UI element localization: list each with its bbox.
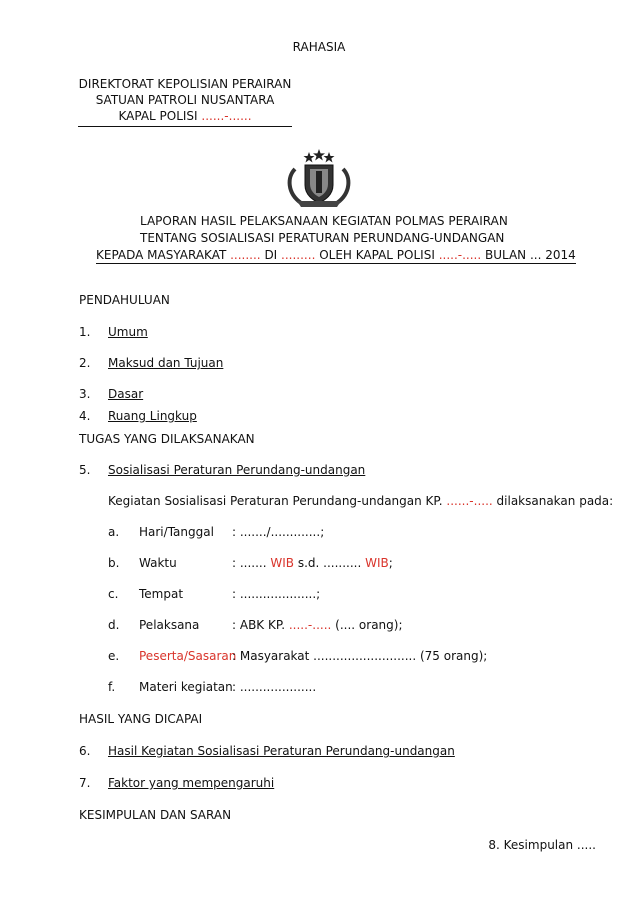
star-icon: [324, 152, 335, 163]
item-number: 4.: [79, 409, 91, 423]
star-icon: [313, 149, 325, 161]
title-line2: TENTANG SOSIALISASI PERATURAN PERUNDANG-UNDANGAN: [140, 231, 505, 245]
item-number: 1.: [79, 325, 91, 339]
detail-value-pelaksana: [232, 618, 403, 632]
title-line3-b: ........: [230, 248, 261, 262]
header-divider: [78, 126, 292, 127]
detail-key-hari: Hari/Tanggal: [139, 525, 214, 539]
detail-letter: e.: [108, 649, 120, 663]
section-kesimpulan: KESIMPULAN DAN SARAN: [79, 808, 232, 822]
item-umum: Umum: [108, 325, 148, 339]
section-tugas: TUGAS YANG DILAKSANAKAN: [79, 432, 255, 446]
item-hasil-kegiatan: Hasil Kegiatan Sosialisasi Peraturan Perundang-undangan: [108, 744, 455, 758]
detail-value-waktu: [232, 556, 393, 570]
header-line3: [78, 108, 292, 124]
title-line1: LAPORAN HASIL PELAKSANAAN KEGIATAN POLMAS PERAIRAN: [140, 214, 508, 228]
item-ruang-lingkup: Ruang Lingkup: [108, 409, 197, 423]
ribbon-shape: [297, 201, 341, 207]
detail-key-peserta: Peserta/Sasaran: [139, 649, 237, 663]
detail-key-tempat: Tempat: [139, 587, 184, 601]
header-line3-prefix: KAPAL POLISI: [118, 109, 202, 123]
header-line2: SATUAN PATROLI NUSANTARA: [95, 93, 275, 107]
header-line1: DIREKTORAT KEPOLISIAN PERAIRAN: [78, 77, 292, 91]
detail-key-pelaksana: Pelaksana: [139, 618, 200, 632]
wreath-right: [337, 169, 348, 203]
title-line3-a: KEPADA MASYARAKAT: [96, 248, 231, 262]
kegiatan-text: [108, 494, 613, 508]
police-emblem-icon: [281, 149, 357, 209]
title-line3: [96, 248, 576, 264]
detail-key-waktu: Waktu: [139, 556, 177, 570]
wreath-left: [290, 169, 301, 203]
pelaksana-v2: (.... orang);: [331, 618, 403, 632]
detail-value-tempat: : ....................;: [232, 587, 321, 601]
detail-letter: a.: [108, 525, 120, 539]
title-line3-e: OLEH KAPAL POLISI: [315, 248, 439, 262]
kegiatan-red: ......-.....: [446, 494, 493, 508]
item-number: 5.: [79, 463, 91, 477]
item-dasar: Dasar: [108, 387, 144, 401]
section-hasil: HASIL YANG DICAPAI: [79, 712, 203, 726]
detail-key-materi: Materi kegiatan: [139, 680, 233, 694]
item-number: 3.: [79, 387, 91, 401]
kegiatan-suffix: dilaksanakan pada:: [492, 494, 614, 508]
title-line3-g: BULAN ... 2014: [481, 248, 576, 262]
header-line3-red: ......-......: [201, 109, 252, 123]
pelaksana-v1: : ABK KP.: [232, 618, 289, 632]
item-maksud-tujuan: Maksud dan Tujuan: [108, 356, 224, 370]
item-number: 2.: [79, 356, 91, 370]
detail-letter: d.: [108, 618, 120, 632]
detail-value-hari: : ......./.............;: [232, 525, 325, 539]
waktu-v1: : .......: [232, 556, 271, 570]
waktu-v2: s.d. ..........: [294, 556, 366, 570]
detail-value-peserta: : Masyarakat ........................... (75 orang);: [232, 649, 488, 663]
detail-letter: c.: [108, 587, 119, 601]
title-line3-d: .........: [281, 248, 316, 262]
detail-letter: b.: [108, 556, 120, 570]
title-line3-c: DI: [260, 248, 282, 262]
torch-shape: [316, 171, 322, 193]
waktu-v3: ;: [388, 556, 393, 570]
detail-letter: f.: [108, 680, 116, 694]
item-faktor: Faktor yang mempengaruhi: [108, 776, 275, 790]
star-icon: [304, 152, 315, 163]
waktu-wib1: WIB: [270, 556, 295, 570]
section-pendahuluan: PENDAHULUAN: [79, 293, 170, 307]
waktu-wib2: WIB: [365, 556, 389, 570]
pelaksana-red: .....-.....: [288, 618, 332, 632]
title-line3-f: .....-.....: [438, 248, 482, 262]
item-sosialisasi: Sosialisasi Peraturan Perundang-undangan: [108, 463, 366, 477]
header-block: [78, 76, 292, 127]
classification-label: RAHASIA: [292, 40, 346, 54]
detail-value-materi: : ....................: [232, 680, 317, 694]
item-number: 7.: [79, 776, 91, 790]
item-number: 6.: [79, 744, 91, 758]
kegiatan-prefix: Kegiatan Sosialisasi Peraturan Perundang-undangan KP.: [108, 494, 447, 508]
footer-next-page: 8. Kesimpulan .....: [488, 838, 596, 852]
